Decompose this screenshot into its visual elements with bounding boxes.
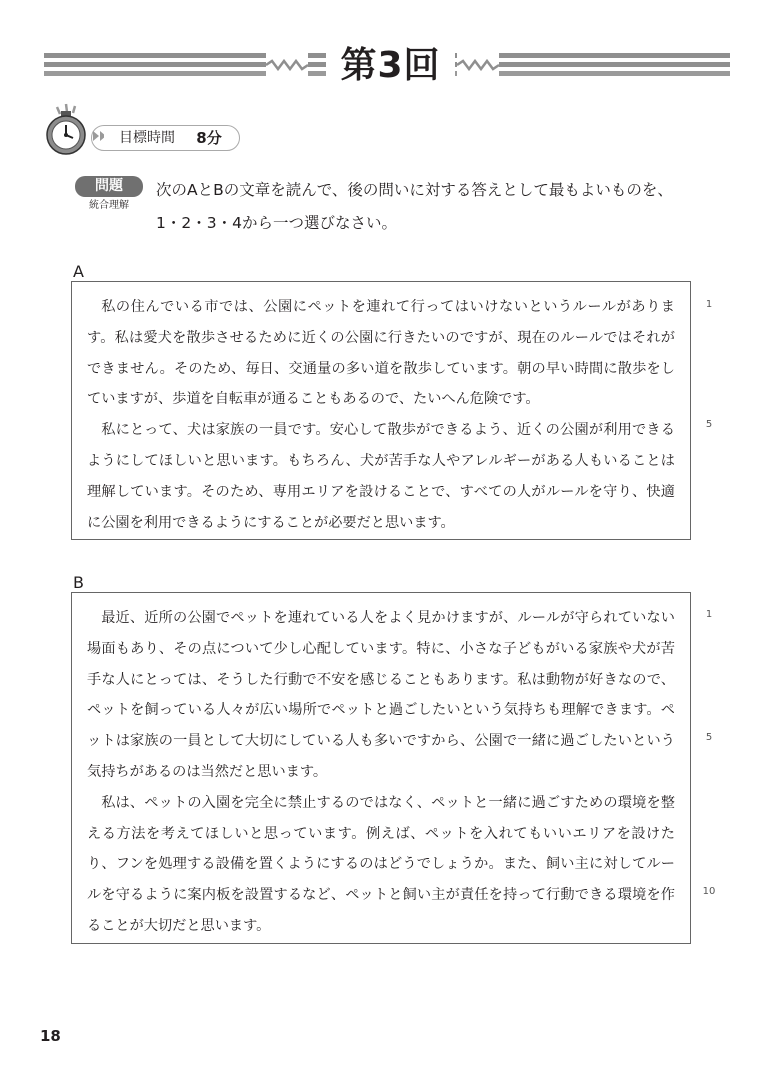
header-band-right [455, 53, 730, 82]
passage-a-paragraph: 私にとって、犬は家族の一員です。安心して散歩ができるよう、近くの公園が利用できるようにしてほしいと思います。もちろん、犬が苦手な人やアレルギーがある人もいることは理解しています。そのため、専用エリアを設けることで、すべての人がルールを守り、快適に公園を利用できるようにすることが必要だと思います。 [87, 422, 675, 531]
line-number: 5 [705, 419, 713, 430]
passage-b-box [71, 592, 691, 944]
target-time-value: 8分 [196, 129, 222, 147]
question-type-label: 統合理解 [89, 200, 129, 211]
passage-a-paragraph: 私の住んでいる市では、公園にペットを連れて行ってはいけないというルールがあります。私は愛犬を散歩させるために近くの公園に行きたいのですが、現在のルールではそれができません。そのため、毎日、交通量の多い道を散歩しています。朝の早い時間に散歩をしていますが、歩道を自転車が通ることもあるので、たいへん危険です。 [87, 299, 675, 408]
page-title: 第3回 [340, 45, 441, 86]
line-number: 5 [705, 732, 713, 743]
target-time-label: 目標時間 [119, 130, 175, 146]
line-number: 1 [705, 299, 713, 310]
page-number: 18 [40, 1027, 61, 1045]
passage-a-label: A [73, 262, 84, 281]
passage-b-paragraph: 最近、近所の公園でペットを連れている人をよく見かけますが、ルールが守られていない場面もあり、その点について少し心配しています。特に、小さな子どもがいる家族や犬が苦手な人にとっては、そうした行動で不安を感じることもあります。私は動物が好きなので、ペットを飼っている人々が広い場所でペットと過ごしたいという気持ちも理解できます。ペットは家族の一員として大切にしている人も多いですから、公園で一緒に過ごしたいという気持ちがあるのは当然だと思います。 [87, 610, 675, 780]
question-instruction: 次のAとBの文章を読んで、後の問いに対する答えとして最もよいものを、1・2・3・4から一つ選びなさい。 [156, 181, 673, 232]
passage-a-box [71, 281, 691, 540]
question-badge: 問題 [75, 176, 143, 197]
line-number: 1 [705, 609, 713, 620]
stopwatch-icon [44, 103, 104, 159]
passage-b-paragraph: 私は、ペットの入園を完全に禁止するのではなく、ペットと一緒に過ごすための環境を整える方法を考えてほしいと思っています。例えば、ペットを入れてもいいエリアを設けたり、フンを処理する設備を置くようにするのはどうでしょうか。また、飼い主に対してルールを守るように案内板を設置するなど、ペットと飼い主が責任を持って行動できる環境を作ることが大切だと思います。 [87, 794, 675, 934]
passage-b-label: B [73, 573, 84, 592]
line-number: 10 [702, 886, 716, 897]
header-band-left [44, 53, 326, 82]
